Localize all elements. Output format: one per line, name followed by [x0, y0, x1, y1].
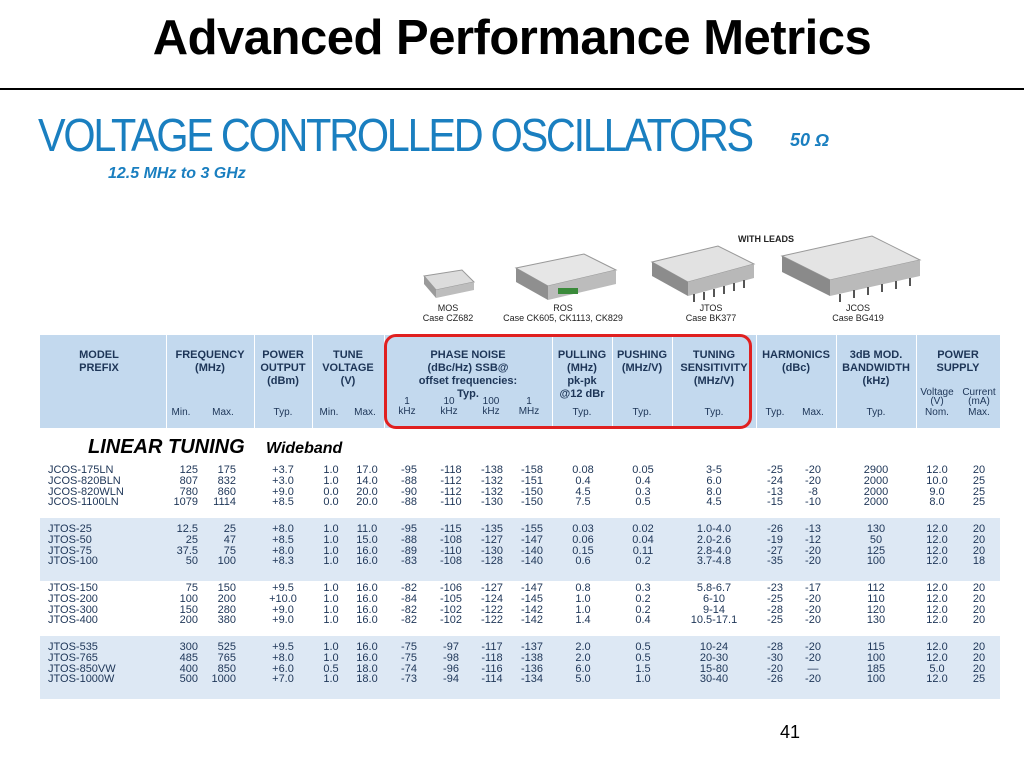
table-cell-sens: 1.0-4.0 2.0-2.6 2.8-4.0 3.7-4.8 [696, 523, 732, 568]
table-cell-ps-v: 12.0 12.0 12.0 12.0 [926, 582, 948, 627]
table-cell-pulling: 0.8 1.0 1.0 1.4 [575, 582, 591, 627]
table-cell-pn-10: -97 -98 -96 -94 [443, 641, 459, 686]
subheader-pn-100khz: 100 kHz [482, 396, 500, 417]
table-cell-ps-i: 20 25 25 25 [972, 464, 986, 509]
table-cell-model: JTOS-150 JTOS-200 JTOS-300 JTOS-400 [48, 582, 98, 627]
jcos-package-image [778, 228, 924, 304]
subheader-tune-max: Max. [354, 407, 376, 418]
subheader-ps-nom: Nom. [925, 407, 949, 418]
table-cell-ps-i: 20 20 20 20 [972, 582, 986, 627]
table-cell-pn-100: -138 -132 -132 -130 [480, 464, 504, 509]
table-cell-harm-typ: -28 -30 -20 -26 [767, 641, 783, 686]
table-cell-freq-max: 25 47 75 100 [217, 523, 236, 568]
table-cell-harm-typ: -26 -19 -27 -35 [767, 523, 783, 568]
header-ps-current: Current (mA) [962, 387, 996, 407]
table-cell-freq-min: 125 807 780 1079 [173, 464, 198, 509]
table-cell-pn-100: -135 -127 -130 -128 [480, 523, 504, 568]
page-number: 41 [780, 722, 801, 742]
table-cell-model: JTOS-25 JTOS-50 JTOS-75 JTOS-100 [48, 523, 98, 568]
table-cell-power: +8.0 +8.5 +8.0 +8.3 [272, 523, 294, 568]
table-cell-power: +3.7 +3.0 +9.0 +8.5 [272, 464, 294, 509]
mos-package-image [420, 266, 476, 300]
table-cell-pn-1m: -158 -151 -150 -150 [520, 464, 544, 509]
header-power-output: POWER OUTPUT (dBm) [260, 349, 306, 387]
table-cell-pn-1: -95 -88 -90 -88 [401, 464, 417, 509]
model-group [40, 459, 1000, 522]
table-cell-freq-min: 300 485 400 500 [179, 641, 198, 686]
table-cell-pn-10: -115 -108 -110 -108 [439, 523, 463, 568]
subheader-ps-max: Max. [968, 407, 990, 418]
table-cell-tune-min: 1.0 1.0 0.5 1.0 [323, 641, 339, 686]
phase-noise-highlight [384, 334, 752, 429]
table-cell-harm-typ: -23 -25 -28 -25 [767, 582, 783, 627]
table-cell-pn-100: -117 -118 -116 -114 [481, 641, 503, 686]
subheader-pn-1khz: 1 kHz [398, 396, 416, 417]
header-tuning-sensitivity: TUNING SENSITIVITY (MHz/V) [680, 349, 748, 387]
header-frequency: FREQUENCY (MHz) [175, 349, 245, 374]
table-cell-pn-1m: -155 -147 -140 -140 [520, 523, 544, 568]
subheader-harm-typ: Typ. [765, 407, 785, 418]
table-cell-pulling: 0.03 0.06 0.15 0.6 [572, 523, 594, 568]
model-group [40, 518, 1000, 581]
header-pulling: PULLING (MHz) pk-pk @12 dBr [557, 349, 607, 400]
header-tune-voltage: TUNE VOLTAGE (V) [322, 349, 374, 387]
table-cell-pulling: 0.08 0.4 4.5 7.5 [572, 464, 594, 509]
table-cell-freq-max: 525 765 850 1000 [211, 641, 236, 686]
header-harmonics: HARMONICS (dBc) [762, 349, 830, 374]
table-cell-ps-v: 12.0 12.0 12.0 12.0 [926, 523, 948, 568]
model-group [40, 577, 1000, 640]
ros-package-image [512, 248, 620, 304]
package-label-ros: ROS Case CK605, CK1113, CK829 [503, 303, 623, 323]
package-label-jcos: JCOS Case BG419 [832, 303, 884, 323]
table-cell-tune-max: 16.0 16.0 16.0 16.0 [356, 582, 378, 627]
table-cell-bw: 2900 2000 2000 2000 [863, 464, 889, 509]
header-bandwidth: 3dB MOD. BANDWIDTH (kHz) [842, 349, 910, 387]
table-cell-ps-i: 20 20 20 25 [972, 641, 986, 686]
table-cell-freq-min: 75 100 150 200 [179, 582, 198, 627]
subheader-power-typ: Typ. [273, 407, 293, 418]
header-phase-noise: PHASE NOISE (dBc/Hz) SSB@ offset frequencies: Typ. [418, 349, 518, 400]
subheader-harm-max: Max. [802, 407, 824, 418]
table-cell-model: JCOS-175LN JCOS-820BLN JCOS-820WLN JCOS-1100LN [48, 464, 124, 509]
slide-title: Advanced Performance Metrics [152, 11, 872, 65]
header-model-prefix: MODEL PREFIX [79, 349, 119, 374]
with-leads-label: WITH LEADS [738, 234, 794, 244]
table-cell-ps-v: 12.0 10.0 9.0 8.0 [926, 464, 948, 509]
table-cell-pushing: 0.02 0.04 0.11 0.2 [632, 523, 654, 568]
subheader-bw-typ: Typ. [866, 407, 886, 418]
table-cell-harm-max: -20 -20 -8 -10 [805, 464, 821, 509]
table-cell-sens: 5.8-6.7 6-10 9-14 10.5-17.1 [690, 582, 738, 627]
table-cell-tune-max: 11.0 15.0 16.0 16.0 [356, 523, 378, 568]
header-pushing: PUSHING (MHz/V) [616, 349, 668, 374]
header-power-supply: POWER SUPPLY [936, 349, 980, 374]
table-cell-harm-max: -20 -20 — -20 [805, 641, 821, 686]
frequency-range: 12.5 MHz to 3 GHz [108, 165, 246, 182]
table-cell-ps-v: 12.0 12.0 5.0 12.0 [926, 641, 948, 686]
subheader-pn-10khz: 10 kHz [440, 396, 458, 417]
subheader-pn-1mhz: 1 MHz [518, 396, 540, 417]
table-cell-pn-10: -118 -112 -112 -110 [440, 464, 462, 509]
section-subtitle: Wideband [266, 440, 343, 457]
table-cell-pn-1: -82 -84 -82 -82 [401, 582, 417, 627]
subheader-tune-min: Min. [319, 407, 339, 418]
subheader-sens-typ: Typ. [704, 407, 724, 418]
table-cell-tune-min: 1.0 1.0 0.0 0.0 [323, 464, 339, 509]
header-ps-voltage: Voltage (V) [920, 387, 954, 407]
table-cell-bw: 130 50 125 100 [866, 523, 886, 568]
subheader-pushing-typ: Typ. [632, 407, 652, 418]
table-cell-tune-max: 17.0 14.0 20.0 20.0 [356, 464, 378, 509]
table-cell-pn-1m: -137 -138 -136 -134 [520, 641, 544, 686]
table-cell-pushing: 0.3 0.2 0.2 0.4 [635, 582, 651, 627]
table-cell-model: JTOS-535 JTOS-765 JTOS-850VW JTOS-1000W [48, 641, 116, 686]
impedance-label: 50 Ω [790, 130, 830, 150]
table-cell-pn-1: -75 -75 -74 -73 [401, 641, 417, 686]
table-cell-tune-max: 16.0 16.0 18.0 18.0 [356, 641, 378, 686]
package-label-mos: MOS Case CZ682 [422, 303, 474, 323]
title-divider [0, 88, 1024, 90]
table-cell-tune-min: 1.0 1.0 1.0 1.0 [323, 523, 339, 568]
table-cell-bw: 112 110 120 130 [866, 582, 886, 627]
table-cell-ps-i: 20 20 20 18 [972, 523, 986, 568]
subheader-pulling-typ: Typ. [572, 407, 592, 418]
table-cell-pushing: 0.05 0.4 0.3 0.5 [632, 464, 654, 509]
section-title: LINEAR TUNING [88, 436, 245, 458]
table-cell-freq-min: 12.5 25 37.5 50 [176, 523, 198, 568]
table-cell-pn-10: -106 -105 -102 -102 [439, 582, 463, 627]
table-cell-power: +9.5 +8.0 +6.0 +7.0 [272, 641, 294, 686]
subheader-freq-max: Max. [212, 407, 234, 418]
table-cell-tune-min: 1.0 1.0 1.0 1.0 [323, 582, 339, 627]
subheader-freq-min: Min. [171, 407, 191, 418]
model-group [40, 636, 1000, 699]
table-cell-power: +9.5 +10.0 +9.0 +9.0 [269, 582, 297, 627]
table-cell-harm-max: -17 -20 -20 -20 [805, 582, 821, 627]
table-cell-pulling: 2.0 2.0 6.0 5.0 [575, 641, 591, 686]
table-cell-pn-1m: -147 -145 -142 -142 [520, 582, 544, 627]
table-cell-sens: 3-5 6.0 8.0 4.5 [706, 464, 722, 509]
table-cell-harm-max: -13 -12 -20 -20 [805, 523, 821, 568]
table-cell-pushing: 0.5 0.5 1.5 1.0 [635, 641, 651, 686]
package-label-jtos: JTOS Case BK377 [685, 303, 737, 323]
table-cell-harm-typ: -25 -24 -13 -15 [767, 464, 783, 509]
table-cell-pn-100: -127 -124 -122 -122 [480, 582, 504, 627]
table-cell-pn-1: -95 -88 -89 -83 [401, 523, 417, 568]
table-cell-freq-max: 175 832 860 1114 [213, 464, 236, 509]
jtos-package-image [648, 238, 758, 304]
table-cell-freq-max: 150 200 280 380 [217, 582, 236, 627]
catalog-title: VOLTAGE CONTROLLED OSCILLATORS [38, 109, 752, 161]
table-cell-sens: 10-24 20-30 15-80 30-40 [699, 641, 729, 686]
table-cell-bw: 115 100 185 100 [866, 641, 886, 686]
